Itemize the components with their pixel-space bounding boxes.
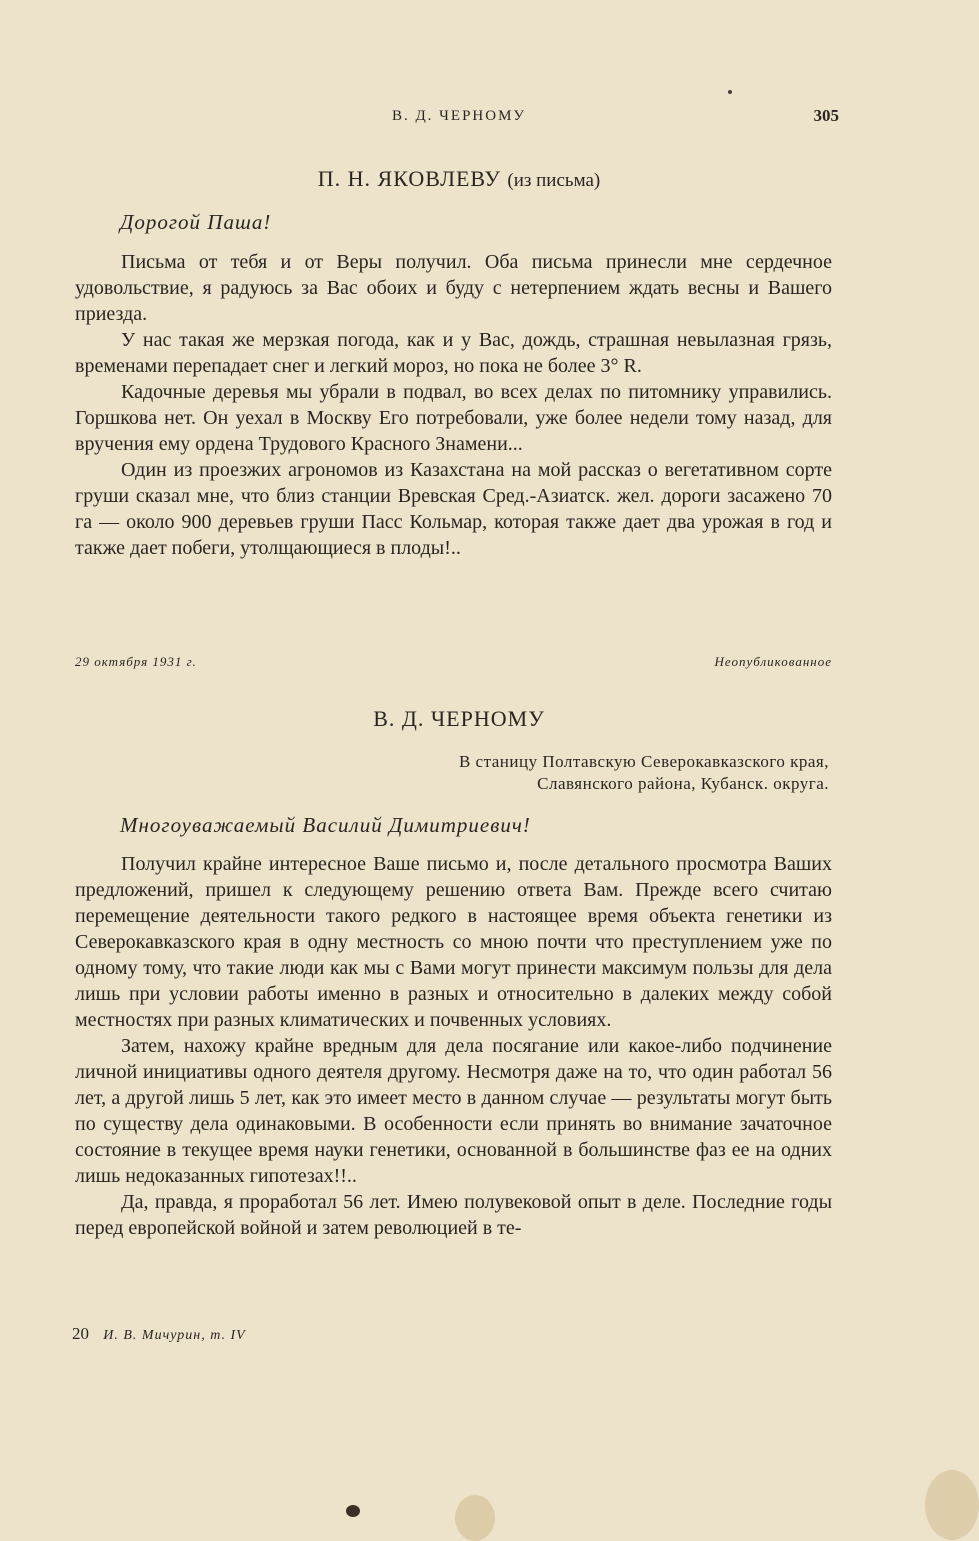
letter-title <box>0 166 918 192</box>
ink-spot <box>346 1505 360 1517</box>
letter-title-name: В. Д. ЧЕРНОМУ <box>373 706 545 731</box>
letter-title-note: (из письма) <box>507 170 601 191</box>
address-line: В станицу Полтавскую Северокавказского края, <box>458 752 829 771</box>
paragraph: Да, правда, я проработал 56 лет. Имею полувековой опыт в деле. Последние годы перед европейской войной и затем революцией в те- <box>75 1191 832 1239</box>
paragraph: Кадочные деревья мы убрали в подвал, во всех делах по питомнику управились. Горшкова нет. Он уехал в Москву Его потребовали, уже более недели тому назад, для вручения ему ордена Трудового Красного Знамени... <box>75 381 832 455</box>
paragraph: Один из проезжих агрономов из Казахстана на мой рассказ о вегетативном сорте груши сказал мне, что близ станции Вревская Сред.-Азиатск. жел. дороги засажено 70 га — около 900 деревьев груши Пасс Кольмар, которая также дает два урожая в год и также дает побеги, утолщающиеся в плоды!.. <box>75 459 832 559</box>
paragraph: Получил крайне интересное Ваше письмо и, после детального просмотра Ваших предложений, пришел к следующему решению ответа Вам. Прежде всего считаю перемещение деятельности такого редкого в настоящее время объекта генетики из Северокавказского края в одну местность со мною почти что преступлением уже по одному тому, что такие люди как мы с Вами могут принести максимум пользы для дела лишь при условии работы именно в разных и относительно в далеких между собой местностях при разных климатических и почвенных условиях. <box>75 853 832 1031</box>
salutation: Дорогой Паша! <box>120 210 272 234</box>
salutation: Многоуважаемый Василий Димитриевич! <box>120 813 531 837</box>
letter-date: 29 октября 1931 г. <box>75 654 197 669</box>
publication-status: Неопубликованное <box>714 654 832 669</box>
letter-title-name: П. Н. ЯКОВЛЕВУ <box>317 166 501 191</box>
paragraph: Письма от тебя и от Веры получил. Оба письма принесли мне сердечное удовольствие, я радуюсь за Вас обоих и буду с нетерпением ждать весны и Вашего приезда. <box>75 251 832 325</box>
paragraph: Затем, нахожу крайне вредным для дела посягание или какое-либо подчинение личной инициативы одного деятеля другому. Несмотря даже на то, что один работал 56 лет, а другой лишь 5 лет, как это имеет место в данном случае — результаты могут быть по существу дела одинаковыми. В особенности если принять во внимание зачаточное состояние в текущее время науки генетики, основанной в большинстве фаз ее на одних лишь недоказанных гипотезах!!.. <box>75 1035 832 1187</box>
signature-line <box>72 1324 246 1344</box>
running-head <box>0 106 979 128</box>
paper-stain <box>925 1470 979 1540</box>
letter-body <box>75 851 832 1241</box>
signature-number: 20 <box>72 1324 89 1343</box>
signature-text: И. В. Мичурин, т. IV <box>103 1328 246 1343</box>
address-line: Славянского района, Кубанск. округа. <box>537 774 829 793</box>
running-title: В. Д. ЧЕРНОМУ <box>391 108 527 124</box>
letter-body <box>75 249 832 561</box>
address-block <box>459 751 829 795</box>
date-line <box>75 654 832 670</box>
paper-stain <box>455 1495 495 1541</box>
letter-title <box>0 706 918 732</box>
ink-dot <box>728 90 732 94</box>
page-number: 305 <box>813 106 839 125</box>
paragraph: У нас такая же мерзкая погода, как и у Вас, дождь, страшная невылазная грязь, временами перепадает снег и легкий мороз, но пока не более 3° R. <box>75 329 832 377</box>
